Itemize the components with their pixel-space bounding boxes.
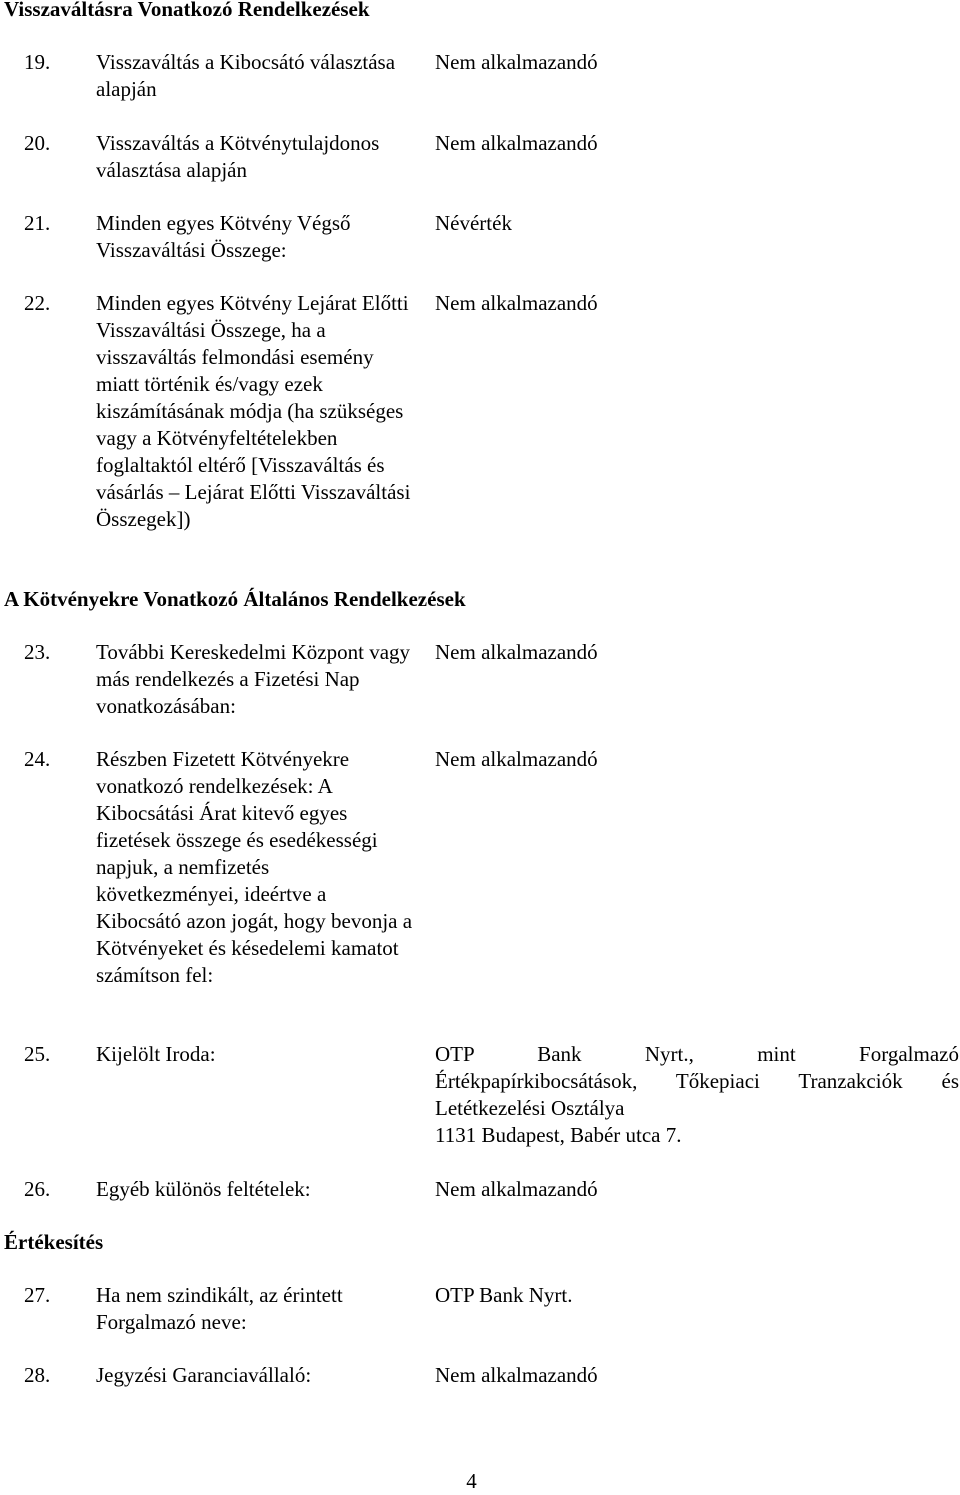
item-label: Jegyzési Garanciavállaló: bbox=[96, 1363, 312, 1387]
item-number: 23. bbox=[24, 640, 51, 664]
item-number: 24. bbox=[24, 747, 51, 771]
item-value: Nem alkalmazandó bbox=[435, 1177, 598, 1201]
item-number: 21. bbox=[24, 211, 51, 235]
item-label: Minden egyes Kötvény Végső Visszaváltási Összege: bbox=[96, 211, 351, 262]
item-label: További Kereskedelmi Központ vagy más rendelkezés a Fizetési Nap vonatkozásában: bbox=[96, 640, 411, 718]
item-number: 19. bbox=[24, 50, 51, 74]
item-label: Visszaváltás a Kibocsátó választása alapján bbox=[96, 50, 396, 101]
item-label: Minden egyes Kötvény Lejárat Előtti Visszaváltási Összege, ha a visszaváltás felmondási esemény miatt történik és/vagy ezek kiszámításának módja (ha szükséges vagy a Kötvényfeltételekben foglaltaktól eltérő [Visszaváltás és vásárlás – Lejárat Előtti Visszaváltási Összegek]) bbox=[96, 291, 411, 531]
item-label: Visszaváltás a Kötvénytulajdonos választása alapján bbox=[96, 131, 380, 182]
item-number: 28. bbox=[24, 1363, 51, 1387]
section-heading-redemption: Visszaváltásra Vonatkozó Rendelkezések bbox=[4, 0, 370, 21]
item-label: Kijelölt Iroda: bbox=[96, 1042, 216, 1066]
designated-office-value bbox=[435, 1041, 959, 1149]
item-number: 26. bbox=[24, 1177, 51, 1201]
office-line: 1131 Budapest, Babér utca 7. bbox=[435, 1123, 682, 1147]
item-label: Egyéb különös feltételek: bbox=[96, 1177, 311, 1201]
office-line: Letétkezelési Osztálya bbox=[435, 1096, 625, 1120]
item-value: Nem alkalmazandó bbox=[435, 1363, 598, 1387]
item-number: 22. bbox=[24, 291, 51, 315]
office-line: Értékpapírkibocsátások, Tőkepiaci Tranzakciók és bbox=[435, 1069, 959, 1093]
office-line: OTP Bank Nyrt., mint Forgalmazó bbox=[435, 1042, 959, 1066]
item-value: Nem alkalmazandó bbox=[435, 131, 598, 155]
item-number: 27. bbox=[24, 1283, 51, 1307]
item-number: 20. bbox=[24, 131, 51, 155]
section-heading-distribution: Értékesítés bbox=[4, 1230, 104, 1254]
item-label: Ha nem szindikált, az érintett Forgalmazó neve: bbox=[96, 1283, 343, 1334]
item-value: Névérték bbox=[435, 211, 512, 235]
page-number: 4 bbox=[466, 1469, 477, 1493]
item-value: Nem alkalmazandó bbox=[435, 640, 598, 664]
item-value: Nem alkalmazandó bbox=[435, 50, 598, 74]
item-label: Részben Fizetett Kötvényekre vonatkozó rendelkezések: A Kibocsátási Árat kitevő egyes fizetések összege és esedékességi napjuk, a nemfizetés következményei, ideértve a Kibocsátó azon jogát, hogy bevonja a Kötvényeket és késedelemi kamatot számítson fel: bbox=[96, 747, 413, 987]
item-value: Nem alkalmazandó bbox=[435, 291, 598, 315]
section-heading-general: A Kötvényekre Vonatkozó Általános Rendelkezések bbox=[4, 587, 466, 611]
item-value: Nem alkalmazandó bbox=[435, 747, 598, 771]
item-value: OTP Bank Nyrt. bbox=[435, 1283, 573, 1307]
item-number: 25. bbox=[24, 1042, 51, 1066]
